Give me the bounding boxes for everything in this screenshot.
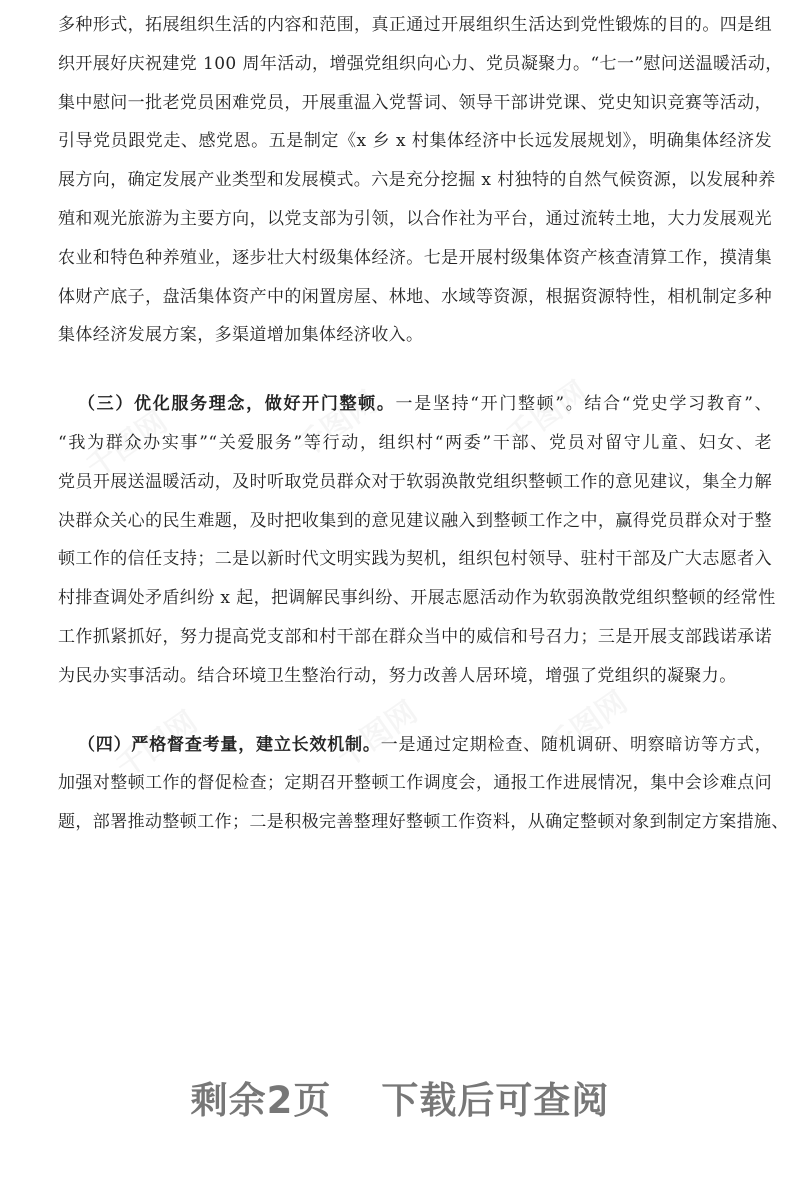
text-line: 集中慰问一批老党员困难党员，开展重温入党誓词、领导干部讲党课、党史知识竞赛等活动，: [58, 92, 772, 113]
document-body: [58, 0, 789, 842]
text-span: 一是通过定期检查、随机调研、明察暗访等方式，: [380, 734, 772, 755]
text-line: 题，部署推动整顿工作；二是积极完善整理好整顿工作资料，从确定整顿对象到制定方案措施、: [58, 812, 789, 833]
text-line: [58, 385, 772, 424]
text-line: 集体经济发展方案，多渠道增加集体经济收入。: [58, 325, 424, 346]
text-line: 殖和观光旅游为主要方向，以党支部为引领，以合作社为平台，通过流转土地，大力发展观光: [58, 208, 772, 229]
text-line: 体财产底子，盘活集体资产中的闲置房屋、林地、水域等资源，根据资源特性，相机制定多种: [58, 286, 772, 307]
section-heading: （四）严格督查考量，建立长效机制。: [78, 734, 381, 755]
text-line: 引导党员跟党走、感党恩。五是制定《x 乡 x 村集体经济中长远发展规划》，明确集体经济发: [58, 131, 772, 152]
text-line: 农业和特色种养殖业，逐步壮大村级集体经济。七是开展村级集体资产核查清算工作，摸清集: [58, 247, 772, 268]
text-line: 村排查调处矛盾纠纷 x 起，把调解民事纠纷、开展志愿活动作为软弱涣散党组织整顿的经常性: [58, 588, 776, 609]
paragraph-2: [58, 385, 776, 695]
download-notice[interactable]: [0, 1070, 800, 1124]
text-line: 工作抓紧抓好，努力提高党支部和村干部在群众当中的威信和号召力；三是开展支部践诺承诺: [58, 626, 772, 647]
text-line: 展方向，确定发展产业类型和发展模式。六是充分挖掘 x 村独特的自然气候资源，以发展种养: [58, 170, 776, 191]
text-line: 顿工作的信任支持；二是以新时代文明实践为契机，组织包村领导、驻村干部及广大志愿者入: [58, 549, 772, 570]
text-line: 决群众关心的民生难题，及时把收集到的意见建议融入到整顿工作之中，赢得党员群众对于整: [58, 510, 772, 531]
paragraph-1: [58, 6, 783, 355]
text-line: 多种形式，拓展组织生活的内容和范围，真正通过开展组织生活达到党性锻炼的目的。四是组: [58, 15, 772, 35]
section-heading: （三）优化服务理念，做好开门整顿。: [78, 394, 396, 415]
text-line: “我为群众办实事”“关爱服务”等行动，组织村“两委”干部、党员对留守儿童、妇女、老: [58, 432, 772, 453]
text-line: 加强对整顿工作的督促检查；定期召开整顿工作调度会，通报工作进展情况，集中会诊难点问: [58, 773, 772, 794]
text-line: 织开展好庆祝建党 100 周年活动，增强党组织向心力、党员凝聚力。“七一”慰问送温暖活动，: [58, 53, 783, 74]
text-line: 为民办实事活动。结合环境卫生整治行动，努力改善人居环境，增强了党组织的凝聚力。: [58, 665, 737, 686]
text-span: 一是坚持“开门整顿”。结合“党史学习教育”、: [395, 394, 772, 415]
download-to-view-label: 下载后可查阅: [381, 1079, 610, 1122]
text-line: 党员开展送温暖活动，及时听取党员群众对于软弱涣散党组织整顿工作的意见建议，集全力解: [58, 471, 772, 492]
remaining-pages-label: 剩余2页: [190, 1079, 332, 1122]
paragraph-3: [58, 726, 789, 842]
text-line: [58, 726, 772, 765]
